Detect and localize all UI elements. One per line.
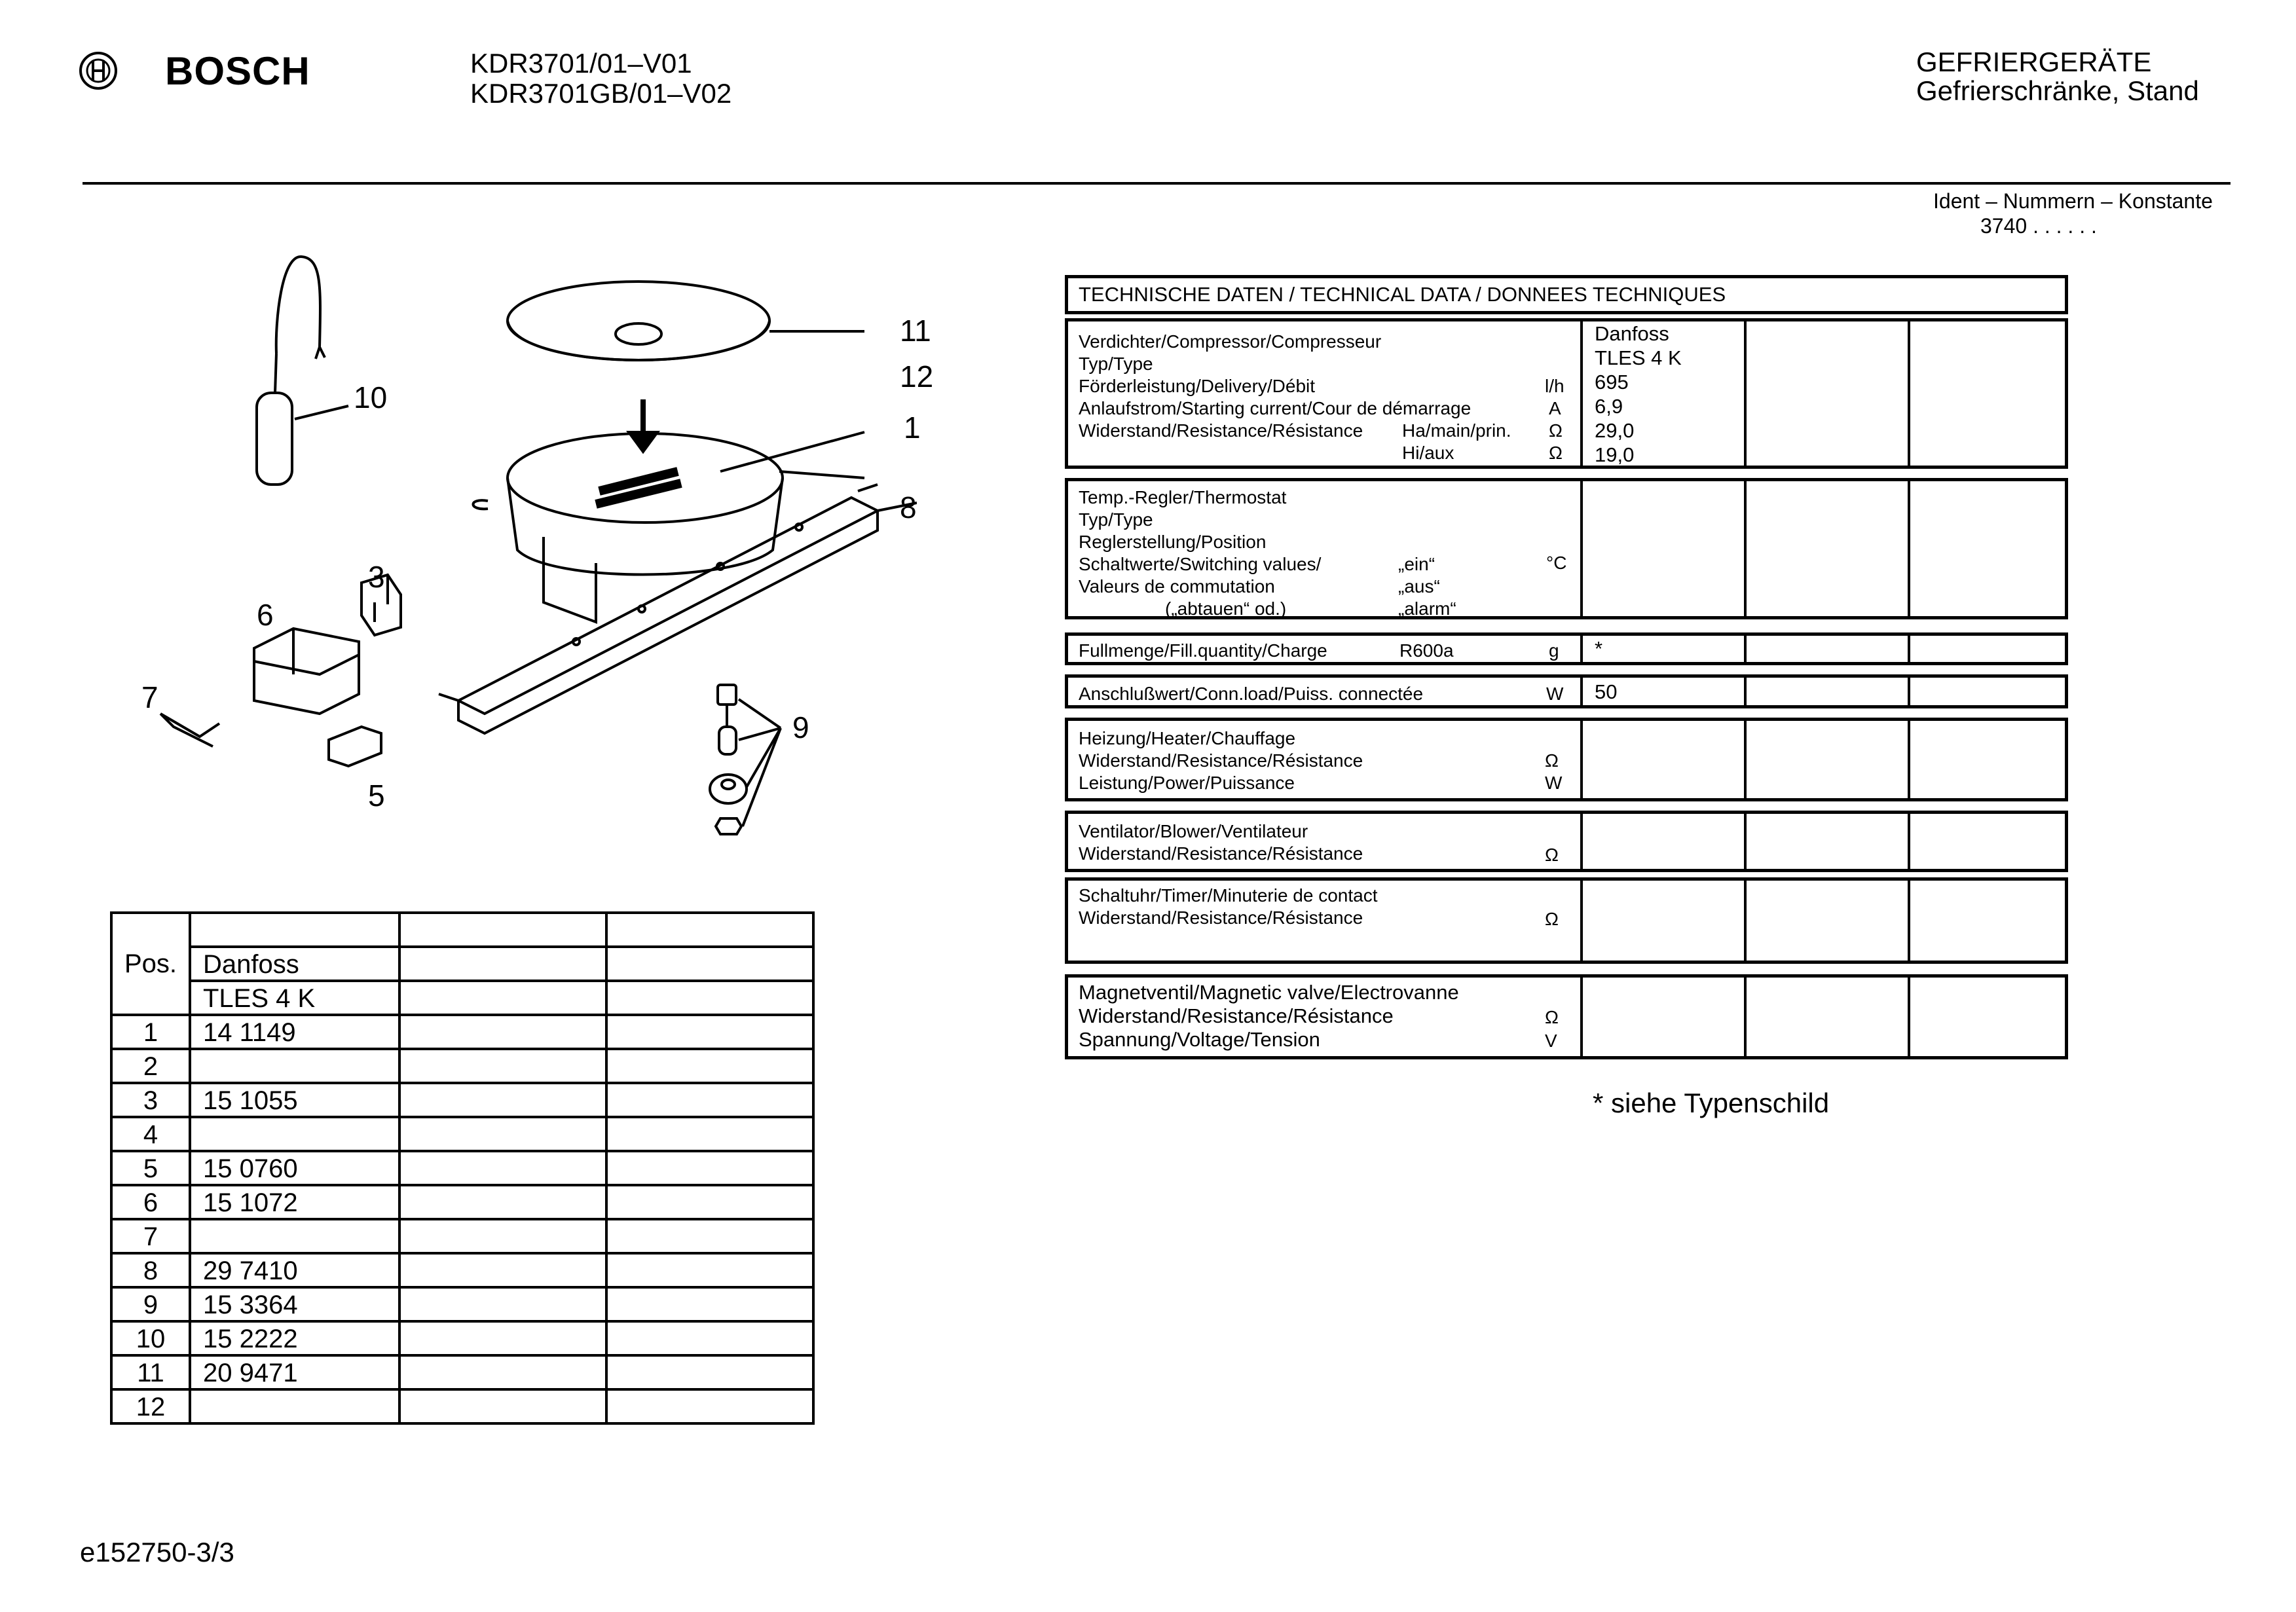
callout-10: 10 bbox=[354, 380, 388, 414]
ident-value: 3740 . . . . . . bbox=[1980, 214, 2097, 238]
manufacturer-header: Danfoss bbox=[190, 947, 399, 981]
parts-table bbox=[110, 911, 815, 1425]
starter-part-6 bbox=[254, 629, 359, 714]
type-header: TLES 4 K bbox=[190, 981, 399, 1015]
bracket-part-7 bbox=[160, 714, 219, 746]
callout-6: 6 bbox=[257, 598, 274, 632]
ident-label: Ident – Nummern – Konstante bbox=[1933, 189, 2213, 213]
table-row: 11 20 9471 bbox=[111, 1355, 813, 1389]
blower-block: Ventilator/Blower/Ventilateur Widerstand/Resistance/Résistance Ω bbox=[1065, 811, 2068, 872]
compressor-part-1 bbox=[473, 432, 865, 622]
table-row: 1 14 1149 bbox=[111, 1015, 813, 1049]
table-row: 2 bbox=[111, 1049, 813, 1083]
cover-part-11 bbox=[508, 282, 864, 360]
pos-header: Pos. bbox=[111, 913, 190, 1015]
bosch-armature-icon bbox=[79, 51, 118, 90]
connected-load-row: Anschlußwert/Conn.load/Puiss. connectée W 50 bbox=[1065, 674, 2068, 708]
compressor-block: Verdichter/Compressor/Compresseur Typ/Type Förderleistung/Delivery/Débit Anlaufstrom/Starting current/Cour de démarrage Widerstand/Resistance/Résistance Ha/main/prin. Hi/aux l/h A Ω Ω Danfoss TLES 4 K 695 6,9 29,0 19,0 bbox=[1065, 318, 2068, 469]
table-row: 4 bbox=[111, 1117, 813, 1151]
timer-block: Schaltuhr/Timer/Minuterie de contact Widerstand/Resistance/Résistance Ω bbox=[1065, 877, 2068, 964]
mounting-part-9 bbox=[710, 685, 781, 834]
type-plate-footnote: * siehe Typenschild bbox=[1593, 1088, 1830, 1118]
magnetic-valve-block: Magnetventil/Magnetic valve/Electrovanne Widerstand/Resistance/Résistance Spannung/Voltage/Tension Ω V bbox=[1065, 974, 2068, 1059]
table-row: 9 15 3364 bbox=[111, 1287, 813, 1321]
brand-name: BOSCH bbox=[165, 49, 310, 93]
fill-quantity-row: Fullmenge/Fill.quantity/Charge R600a g * bbox=[1065, 632, 2068, 665]
table-row: 6 15 1072 bbox=[111, 1185, 813, 1219]
table-row: 8 29 7410 bbox=[111, 1253, 813, 1287]
callout-8: 8 bbox=[900, 490, 917, 524]
header-divider bbox=[83, 182, 2231, 185]
model-number-1: KDR3701/01–V01 bbox=[470, 48, 692, 79]
callout-11: 11 bbox=[900, 314, 931, 348]
compressor-values: Danfoss TLES 4 K 695 6,9 29,0 19,0 bbox=[1580, 321, 1744, 466]
callout-7: 7 bbox=[141, 680, 158, 714]
callout-12: 12 bbox=[900, 359, 934, 394]
technical-data-title: TECHNISCHE DATEN / TECHNICAL DATA / DONNEES TECHNIQUES bbox=[1065, 275, 2068, 314]
table-row: 3 15 1055 bbox=[111, 1083, 813, 1117]
table-row: 5 15 0760 bbox=[111, 1151, 813, 1185]
table-row: 7 bbox=[111, 1219, 813, 1253]
subcategory-title: Gefrierschränke, Stand bbox=[1916, 75, 2199, 106]
thermostat-block: Temp.-Regler/Thermostat Typ/Type Reglerstellung/Position Schaltwerte/Switching values/ Valeurs de commutation („abtauen“ od.) „ein“ „aus“ „alarm“ °C bbox=[1065, 478, 2068, 619]
clip-part-5 bbox=[329, 727, 381, 766]
bosch-logo bbox=[79, 51, 118, 90]
table-row: 10 15 2222 bbox=[111, 1321, 813, 1355]
model-number-2: KDR3701GB/01–V02 bbox=[470, 78, 732, 109]
capacitor-part-10 bbox=[257, 257, 348, 485]
table-row: 12 bbox=[111, 1389, 813, 1423]
heater-block: Heizung/Heater/Chauffage Widerstand/Resistance/Résistance Leistung/Power/Puissance Ω W bbox=[1065, 718, 2068, 801]
callout-5: 5 bbox=[368, 779, 385, 813]
callout-1: 1 bbox=[904, 411, 921, 445]
callout-9: 9 bbox=[792, 710, 809, 744]
document-id: e152750-3/3 bbox=[80, 1537, 234, 1567]
exploded-parts-diagram bbox=[131, 242, 917, 851]
category-title: GEFRIERGERÄTE bbox=[1916, 46, 2152, 77]
callout-3: 3 bbox=[368, 560, 385, 594]
